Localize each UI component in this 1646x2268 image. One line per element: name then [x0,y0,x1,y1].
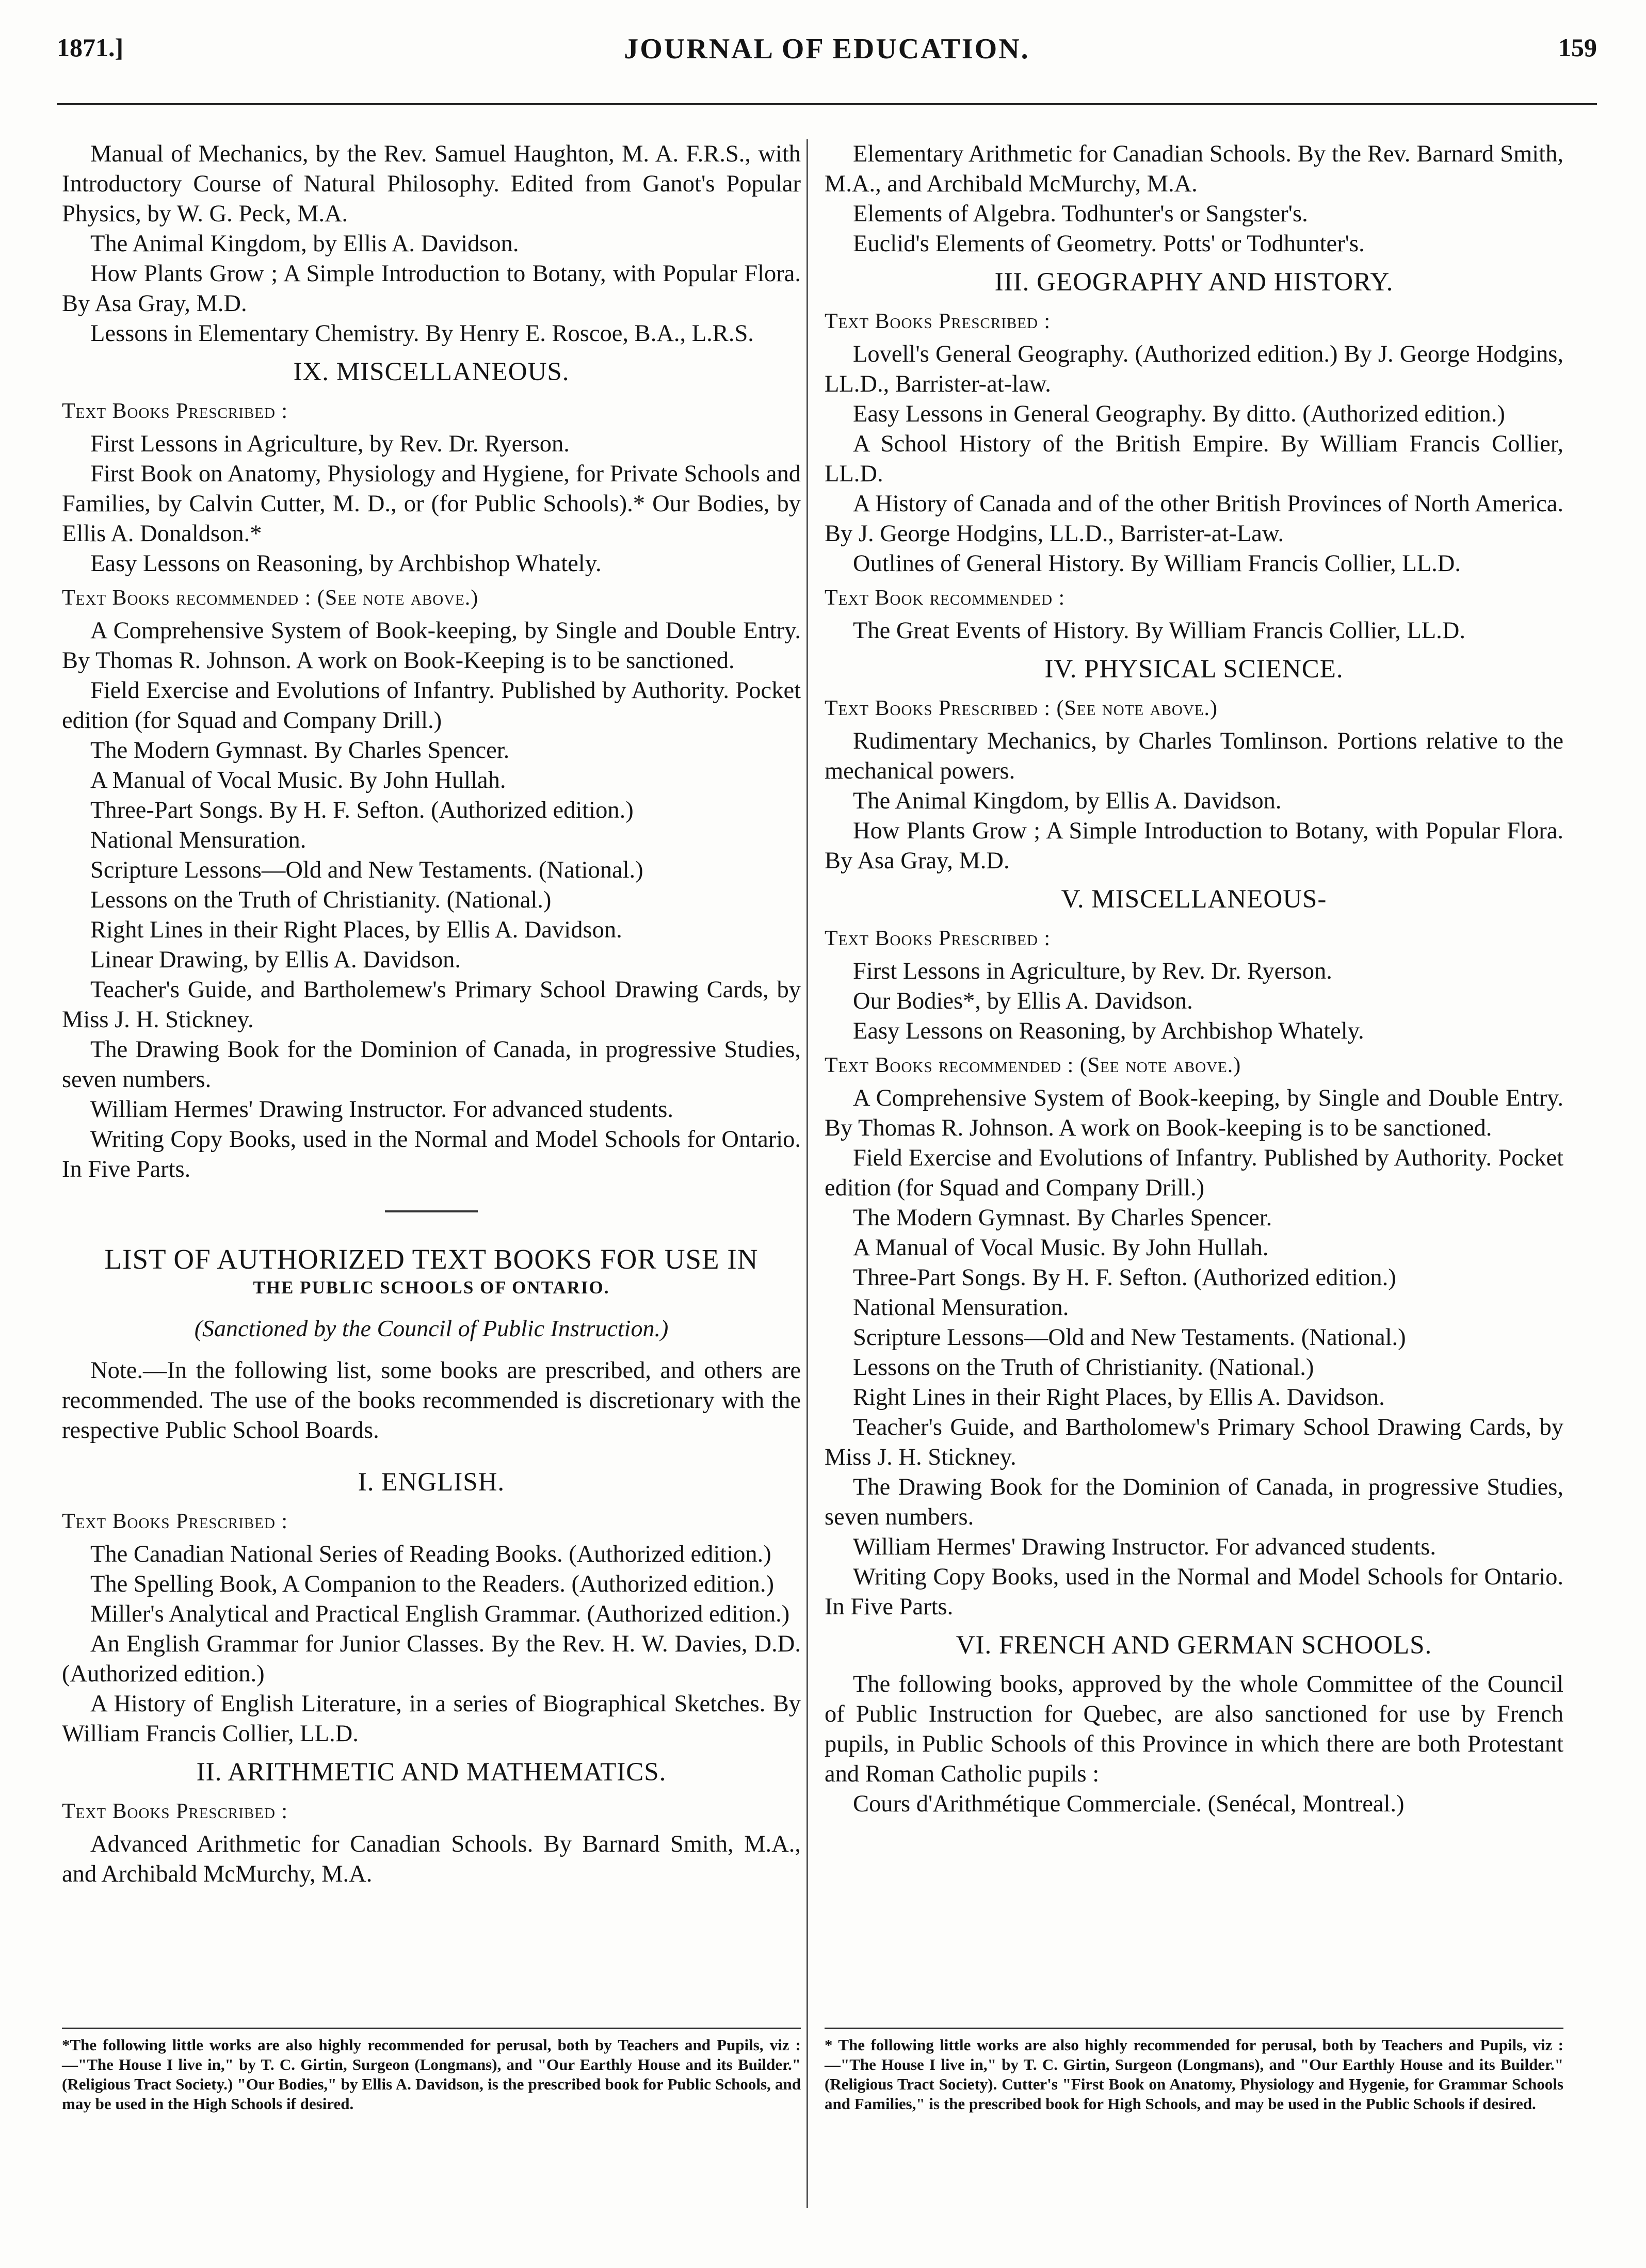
book-entry: A Manual of Vocal Music. By John Hullah. [853,1235,1269,1261]
book-entry: Euclid's Elements of Geometry. Potts' or Todhunter's. [853,231,1365,257]
recommended-label: Text Books recommended : (See note above.) [825,1054,1241,1077]
book-entry: Three-Part Songs. By H. F. Sefton. (Authorized edition.) [90,797,634,823]
misc-recommended-list-right [825,1083,1563,1622]
column-divider [806,139,808,2208]
section-heading-geography: III. GEOGRAPHY AND HISTORY. [994,268,1394,297]
book-entry: The Drawing Book for the Dominion of Canada, in progressive Studies, seven numbers. [825,1474,1563,1530]
book-entry: A School History of the British Empire. By William Francis Collier, LL.D. [825,431,1563,487]
right-top-entries [825,139,1563,259]
book-entry: Our Bodies*, by Ellis A. Davidson. [853,988,1193,1014]
book-entry: A History of Canada and of the other British Provinces of North America. By J. George Hodgins, LL.D., Barrister-at-Law. [825,491,1563,547]
footnote-rule-left [62,2028,801,2029]
book-entry: A Comprehensive System of Book-keeping, by Single and Double Entry. By Thomas R. Johnson. A work on Book-keeping is to be sanctioned. [825,1085,1563,1141]
book-entry: Lessons on the Truth of Christianity. (National.) [90,887,552,913]
book-entry: Writing Copy Books, used in the Normal and Model Schools for Ontario. In Five Parts. [62,1126,801,1182]
book-entry: First Book on Anatomy, Physiology and Hygiene, for Private Schools and Families, by Calvin Cutter, M. D., or (for Public Schools).* Our Bodies, by Ellis A. Donaldson.* [62,461,801,547]
header-year: 1871.] [57,33,124,62]
prescribed-label: Text Books Prescribed : [62,1510,288,1533]
book-entry: Outlines of General History. By William Francis Collier, LL.D. [853,550,1461,577]
book-entry: Miller's Analytical and Practical English Grammar. (Authorized edition.) [90,1601,790,1627]
right-column [825,139,1563,1819]
misc-recommended-list [62,616,801,1185]
left-column [62,139,801,1889]
book-entry: The Modern Gymnast. By Charles Spencer. [853,1205,1272,1231]
book-entry: Field Exercise and Evolutions of Infantry. Published by Authority. Pocket edition (for Squad and Company Drill.) [825,1145,1563,1201]
book-entry: Easy Lessons on Reasoning, by Archbishop Whately. [853,1018,1364,1044]
section-heading-arithmetic: II. ARITHMETIC AND MATHEMATICS. [196,1758,667,1787]
english-list [62,1540,801,1749]
book-entry: How Plants Grow ; A Simple Introduction to Botany, with Popular Flora. By Asa Gray, M.D. [825,818,1563,874]
book-entry: Easy Lessons in General Geography. By ditto. (Authorized edition.) [853,401,1505,427]
recommended-label: Text Book recommended : [825,586,1066,610]
section-divider [385,1210,478,1212]
book-entry: The Canadian National Series of Reading Books. (Authorized edition.) [90,1541,771,1567]
book-entry: How Plants Grow ; A Simple Introduction to Botany, with Popular Flora. By Asa Gray, M.D. [62,261,801,317]
list-note: Note.—In the following list, some books are prescribed, and others are recommended. The use of the books recommended is discretionary with the respective Public School Boards. [62,1357,801,1444]
book-entry: National Mensuration. [853,1294,1069,1321]
left-top-entries [62,139,801,349]
list-subtitle: THE PUBLIC SCHOOLS OF ONTARIO. [253,1277,610,1298]
section-heading-miscellaneous-ix: IX. MISCELLANEOUS. [293,358,570,386]
book-entry: Writing Copy Books, used in the Normal and Model Schools for Ontario. In Five Parts. [825,1564,1563,1620]
book-entry: Teacher's Guide, and Bartholomew's Primary School Drawing Cards, by Miss J. H. Stickney. [825,1414,1563,1470]
section-heading-physical-science: IV. PHYSICAL SCIENCE. [1044,655,1344,684]
book-entry: An English Grammar for Junior Classes. By the Rev. H. W. Davies, D.D. (Authorized edition.) [62,1631,801,1687]
book-entry: Scripture Lessons—Old and New Testaments. (National.) [853,1324,1406,1351]
footnote-rule-right [825,2028,1563,2029]
list-title: LIST OF AUTHORIZED TEXT BOOKS FOR USE IN [104,1243,759,1275]
book-entry: Cours d'Arithmétique Commerciale. (Senécal, Montreal.) [853,1791,1405,1817]
footnote-right: * The following little works are also highly recommended for perusal, both by Teachers and Pupils, viz :—"The House I live in," by T. C. Girtin, Surgeon (Longmans), and "Our Earthly House and its Builder." (Religious Tract Society). Cutter's "First Book on Anatomy, Physiology and Hygenie, for Grammar Schools and Families," is the prescribed book for High Schools, and may be used in the Public Schools if desired. [825,2036,1563,2113]
book-entry: Manual of Mechanics, by the Rev. Samuel Haughton, M. A. F.R.S., with Introductory Course of Natural Philosophy. Edited from Ganot's Popular Physics, by W. G. Peck, M.A. [62,141,801,227]
book-entry: William Hermes' Drawing Instructor. For advanced students. [853,1534,1436,1560]
section-heading-english: I. ENGLISH. [358,1468,505,1497]
book-entry: Scripture Lessons—Old and New Testaments. (National.) [90,857,643,883]
book-entry: The Great Events of History. By William Francis Collier, LL.D. [853,618,1465,644]
section-heading-miscellaneous-v: V. MISCELLANEOUS- [1061,885,1327,914]
header-rule [57,103,1597,105]
misc-prescribed-list [62,429,801,579]
book-entry: Right Lines in their Right Places, by Ellis A. Davidson. [90,917,622,943]
book-entry: A Manual of Vocal Music. By John Hullah. [90,767,506,793]
book-entry: Right Lines in their Right Places, by Ellis A. Davidson. [853,1384,1385,1411]
book-entry: Elements of Algebra. Todhunter's or Sangster's. [853,201,1308,227]
french-intro: The following books, approved by the whole Committee of the Council of Public Instruction for Quebec, are also sanctioned for use by French pupils, in Public Schools of this Province in which there are both Protestant and Roman Catholic pupils : [825,1671,1563,1787]
prescribed-label: Text Books Prescribed : [825,927,1051,950]
prescribed-label: Text Books Prescribed : [62,1800,288,1823]
book-entry: Advanced Arithmetic for Canadian Schools. By Barnard Smith, M.A., and Archibald McMurchy, M.A. [62,1831,801,1887]
book-entry: The Animal Kingdom, by Ellis A. Davidson. [853,788,1282,814]
prescribed-label: Text Books Prescribed : (See note above.) [825,696,1218,720]
book-entry: Lessons on the Truth of Christianity. (National.) [853,1354,1314,1381]
recommended-label: Text Books recommended : (See note above.) [62,586,479,610]
book-entry: The Drawing Book for the Dominion of Canada, in progressive Studies, seven numbers. [62,1036,801,1093]
book-entry: Three-Part Songs. By H. F. Sefton. (Authorized edition.) [853,1265,1396,1291]
book-entry: National Mensuration. [90,827,306,853]
book-entry: William Hermes' Drawing Instructor. For advanced students. [90,1096,673,1123]
book-entry: A History of English Literature, in a series of Biographical Sketches. By William Francis Collier, LL.D. [62,1691,801,1747]
footnote-left: *The following little works are also highly recommended for perusal, both by Teachers and Pupils, viz :—"The House I live in," by T. C. Girtin, Surgeon (Longmans), and "Our Earthly House and its Builder." (Religious Tract Society.) "Our Bodies," by Ellis A. Davidson, is the prescribed book for Public Schools, and may be used in the High Schools if desired. [62,2036,801,2113]
arithmetic-list [62,1829,801,1889]
book-entry: Rudimentary Mechanics, by Charles Tomlinson. Portions relative to the mechanical powers. [825,728,1563,784]
journal-title: JOURNAL OF EDUCATION. [624,33,1030,65]
misc-prescribed-list-right [825,957,1563,1046]
book-entry: Lovell's General Geography. (Authorized edition.) By J. George Hodgins, LL.D., Barrister-at-law. [825,341,1563,397]
sanction-line: (Sanctioned by the Council of Public Instruction.) [194,1315,669,1341]
book-entry: The Modern Gymnast. By Charles Spencer. [90,737,510,764]
book-entry: First Lessons in Agriculture, by Rev. Dr. Ryerson. [90,431,570,457]
book-entry: Linear Drawing, by Ellis A. Davidson. [90,947,461,973]
french-list [825,1789,1563,1819]
prescribed-label: Text Books Prescribed : [825,310,1051,333]
book-entry: Teacher's Guide, and Bartholemew's Primary School Drawing Cards, by Miss J. H. Stickney. [62,977,801,1033]
section-heading-french-german: VI. FRENCH AND GERMAN SCHOOLS. [956,1631,1432,1660]
book-entry: The Spelling Book, A Companion to the Readers. (Authorized edition.) [90,1571,774,1597]
book-entry: First Lessons in Agriculture, by Rev. Dr. Ryerson. [853,958,1332,984]
book-entry: A Comprehensive System of Book-keeping, by Single and Double Entry. By Thomas R. Johnson. A work on Book-Keeping is to be sanctioned. [62,618,801,674]
geography-list [825,339,1563,579]
physical-science-list [825,726,1563,876]
book-entry: The Animal Kingdom, by Ellis A. Davidson. [90,231,519,257]
page-header [57,23,1597,75]
book-entry: Field Exercise and Evolutions of Infantry. Published by Authority. Pocket edition (for Squad and Company Drill.) [62,677,801,734]
geography-recommended-list [825,616,1563,646]
book-entry: Lessons in Elementary Chemistry. By Henry E. Roscoe, B.A., L.R.S. [90,320,754,347]
book-entry: Easy Lessons on Reasoning, by Archbishop Whately. [90,550,602,577]
prescribed-label: Text Books Prescribed : [62,399,288,423]
page-number: 159 [1558,33,1597,62]
book-entry: Elementary Arithmetic for Canadian Schools. By the Rev. Barnard Smith, M.A., and Archibald McMurchy, M.A. [825,141,1563,197]
